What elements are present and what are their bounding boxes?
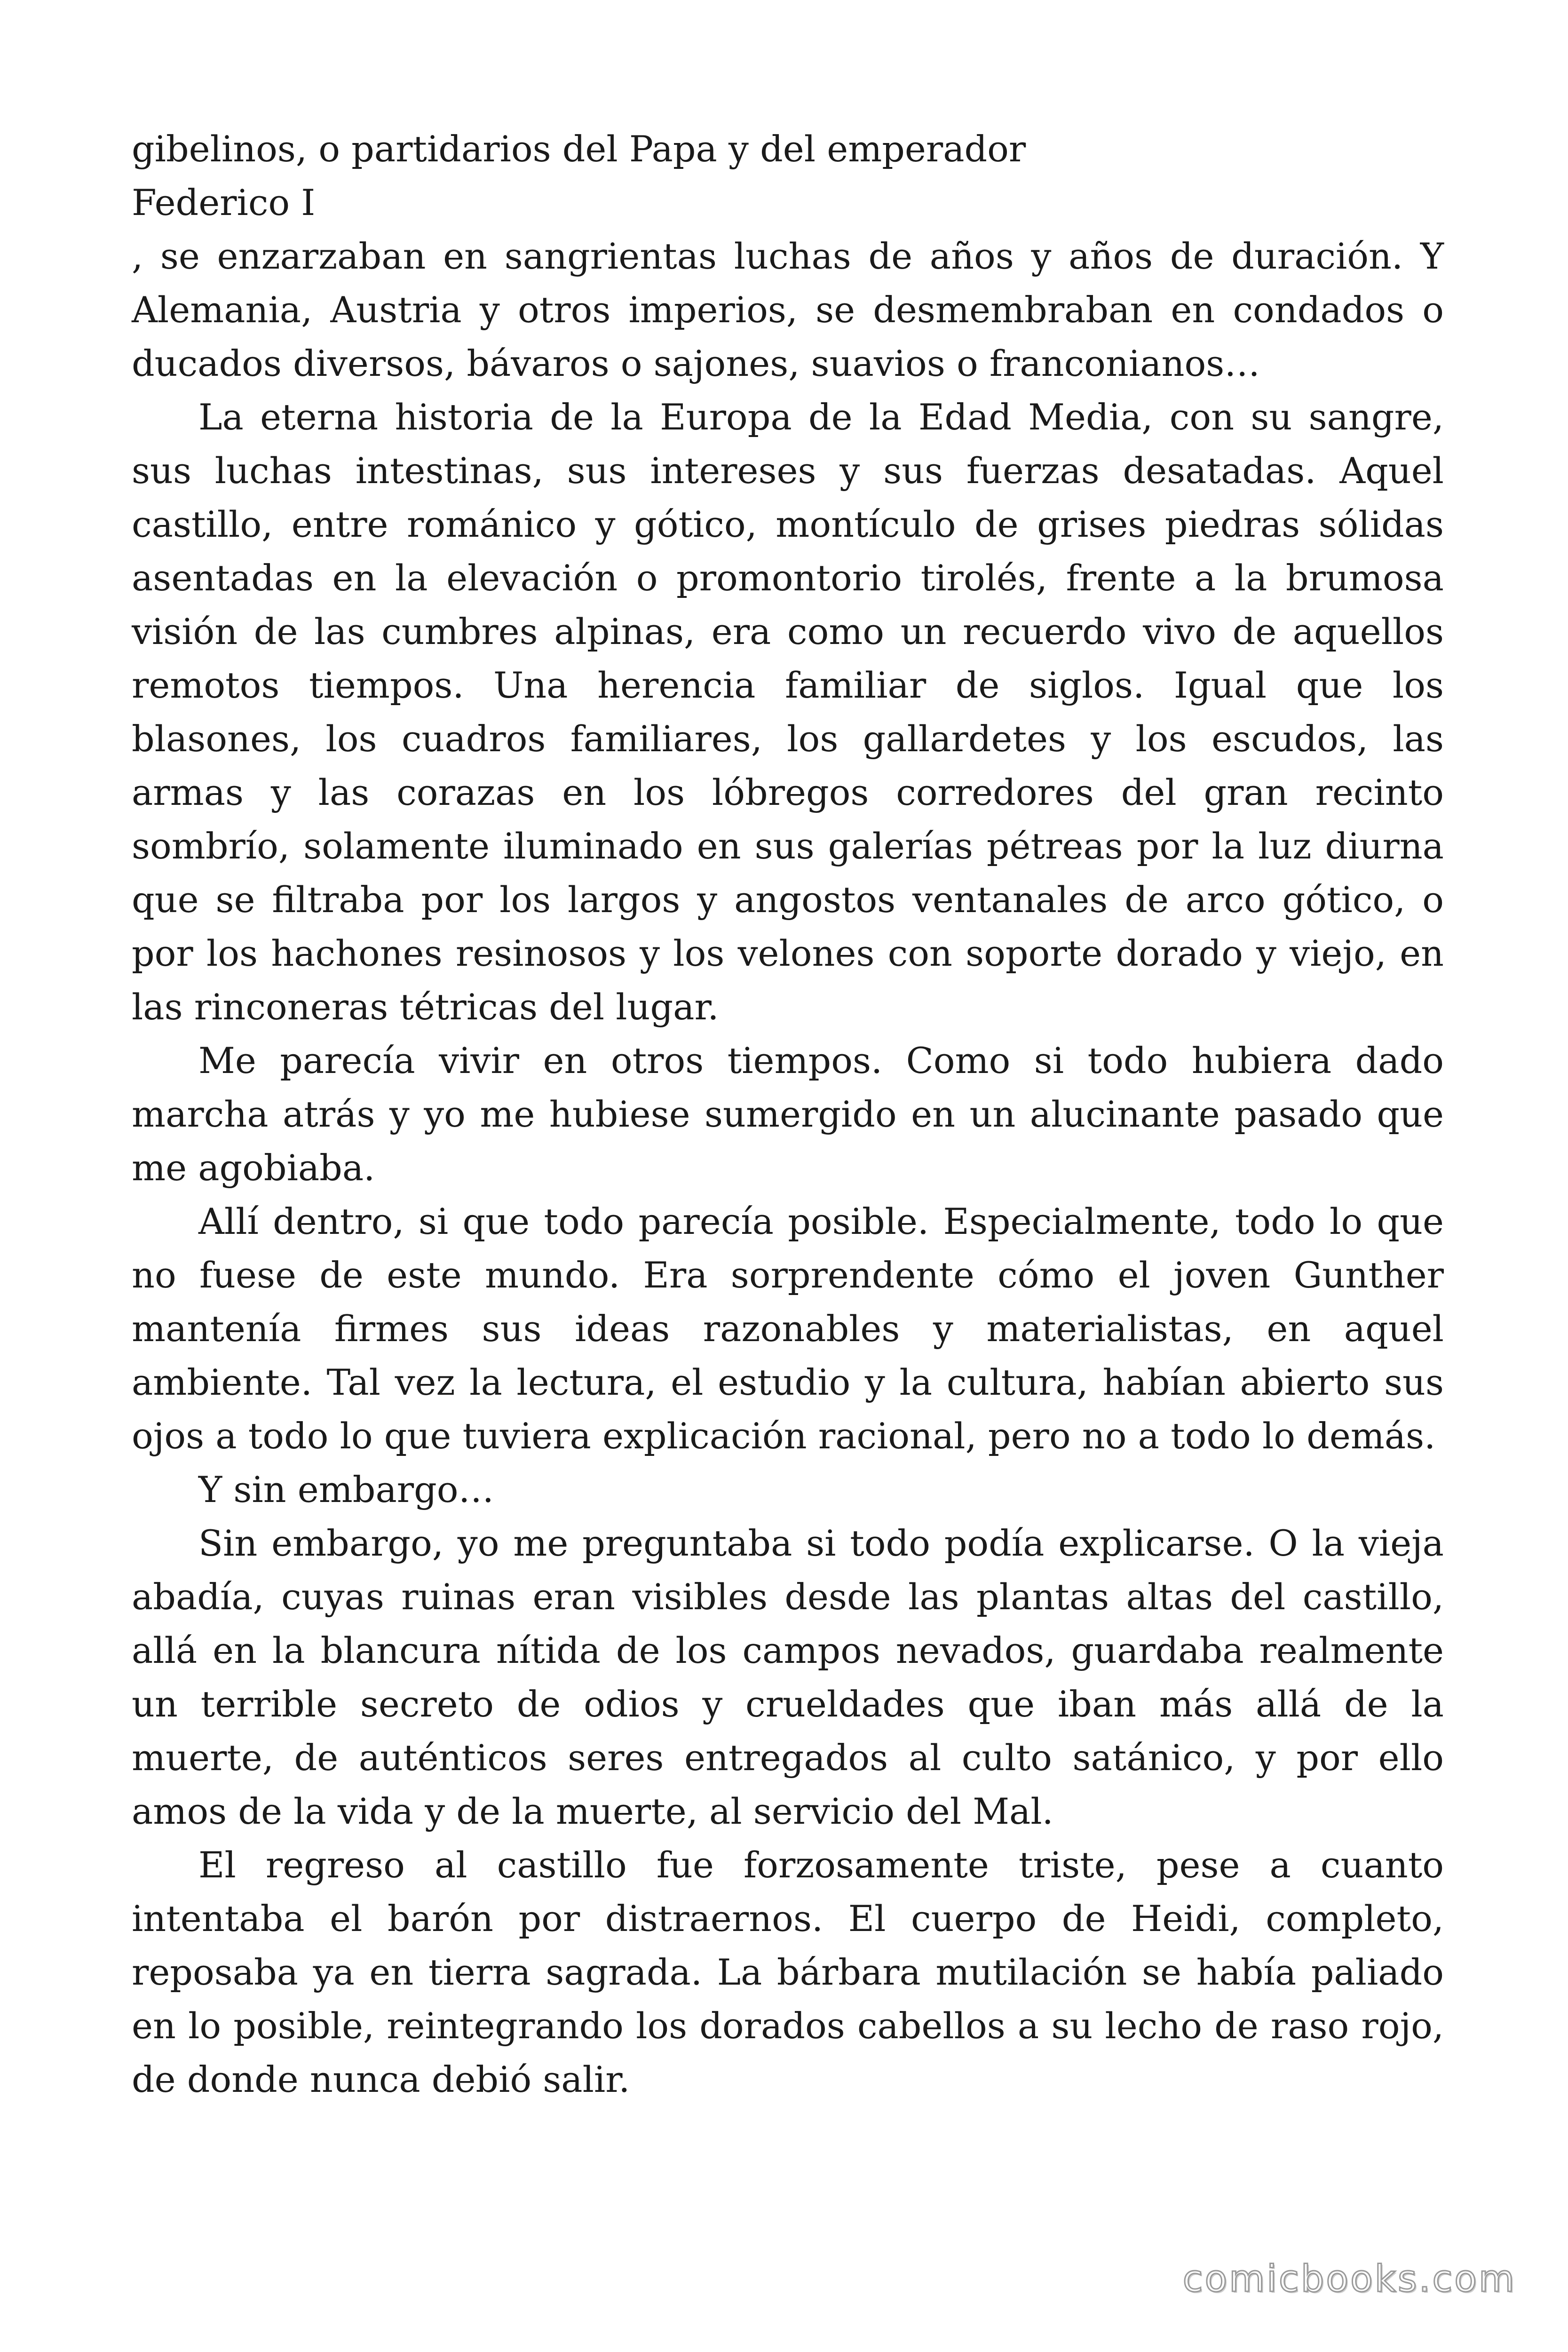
paragraph: Allí dentro, si que todo parecía posible. Especialmente, todo lo que no fuese de este mundo. Era sorprendente cómo el joven Gunther mantenía firmes sus ideas razonables y materialistas, en aquel ambiente. Tal vez la lectura, el estudio y la cultura, habían abierto sus ojos a todo lo que tuviera explicación racional, pero no a todo lo demás. — [132, 1200, 1444, 1457]
text-line: gibelinos, o partidarios del Papa y del emperador — [132, 128, 1026, 170]
paragraph: La eterna historia de la Europa de la Edad Media, con su sangre, sus luchas intestinas, sus intereses y sus fuerzas desatadas. Aquel castillo, entre románico y gótico, montículo de grises piedras sólidas asentadas en la elevación o promontorio tirolés, frente a la brumosa visión de las cumbres alpinas, era como un recuerdo vivo de aquellos remotos tiempos. Una herencia familiar de siglos. Igual que los blasones, los cuadros familiares, los gallardetes y los escudos, las armas y las corazas en los lóbregos corredores del gran recinto sombrío, solamente iluminado en sus galerías pétreas por la luz diurna que se filtraba por los largos y angostos ventanales de arco gótico, o por los hachones resinosos y los velones con soporte dorado y viejo, en las rinconeras tétricas del lugar. — [132, 396, 1444, 1028]
paragraph: Me parecía vivir en otros tiempos. Como si todo hubiera dado marcha atrás y yo me hubiese sumergido en un alucinante pasado que me agobiaba. — [132, 1040, 1444, 1189]
text-line: Federico I — [132, 182, 316, 223]
page-body — [132, 122, 1444, 2106]
paragraph: , se enzarzaban en sangrientas luchas de años y años de duración. Y Alemania, Austria y otros imperios, se desmembraban en condados o ducados diversos, bávaros o sajones, suavios o franconianos… — [132, 235, 1444, 384]
paragraph: Sin embargo, yo me preguntaba si todo podía explicarse. O la vieja abadía, cuyas ruinas eran visibles desde las plantas altas del castillo, allá en la blancura nítida de los campos nevados, guardaba realmente un terrible secreto de odios y crueldades que iban más allá de la muerte, de auténticos seres entregados al culto satánico, y por ello amos de la vida y de la muerte, al servicio del Mal. — [132, 1522, 1444, 1832]
paragraph: Y sin embargo… — [198, 1469, 494, 1510]
paragraph: El regreso al castillo fue forzosamente triste, pese a cuanto intentaba el barón por distraernos. El cuerpo de Heidi, completo, reposaba ya en tierra sagrada. La bárbara mutilación se había paliado en lo posible, reintegrando los dorados cabellos a su lecho de raso rojo, de donde nunca debió salir. — [132, 1844, 1444, 2100]
site-watermark: comicbooks.com — [1182, 2258, 1516, 2300]
